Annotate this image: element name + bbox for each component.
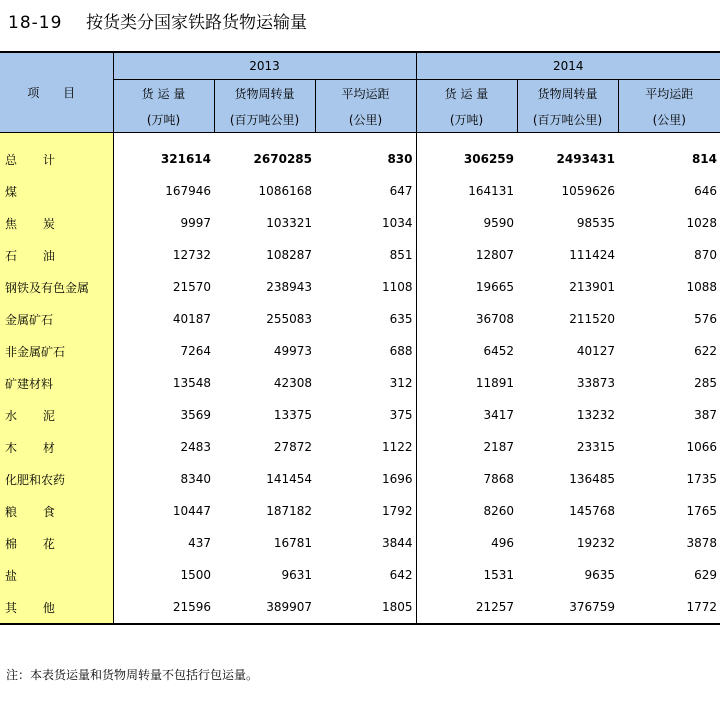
table-cell: 3417 [483, 408, 514, 422]
table-cell: 13375 [273, 408, 312, 422]
table-body [0, 133, 720, 625]
table-cell: 1805 [315, 591, 416, 624]
row-category: 粮 食 [0, 495, 113, 527]
table-cell: 1108 [315, 271, 416, 303]
table-cell: 145768 [569, 504, 615, 518]
row-category: 盐 [0, 559, 113, 591]
table-row [0, 431, 720, 463]
table-cell: 98535 [576, 216, 615, 230]
row-category: 焦 炭 [0, 207, 113, 239]
table-cell: 642 [315, 559, 416, 591]
table-row [0, 303, 720, 335]
row-category: 总 计 [0, 133, 113, 176]
table-row [0, 559, 720, 591]
table-row [0, 133, 720, 176]
table-cell: 21570 [172, 280, 211, 294]
table-cell: 7868 [483, 472, 514, 486]
table-row [0, 399, 720, 431]
table-cell: 851 [315, 239, 416, 271]
table-row [0, 271, 720, 303]
row-category: 水 泥 [0, 399, 113, 431]
table-row [0, 527, 720, 559]
col-header-distance: 平均运距 [315, 80, 416, 107]
table-cell: 1086168 [258, 184, 312, 198]
table-cell: 16781 [273, 536, 312, 550]
table-cell: 1772 [618, 591, 720, 624]
table-cell: 647 [315, 175, 416, 207]
row-category: 钢铁及有色金属 [0, 271, 113, 303]
table-cell: 12807 [475, 248, 514, 262]
table-cell: 635 [315, 303, 416, 335]
table-cell: 814 [691, 152, 718, 166]
table-cell: 2670285 [253, 152, 312, 166]
table-cell: 9997 [180, 216, 211, 230]
table-cell: 111424 [569, 248, 615, 262]
table-cell: 19232 [576, 536, 615, 550]
table-cell: 312 [315, 367, 416, 399]
table-header [0, 53, 720, 133]
col-header-volume: 货 运 量 [416, 80, 517, 107]
table-cell: 13232 [576, 408, 615, 422]
table-cell: 1059626 [561, 184, 615, 198]
col-header-volume: 货 运 量 [113, 80, 214, 107]
footnote: 注：本表货运量和货物周转量不包括行包运量。 [6, 668, 259, 682]
table-cell: 1531 [483, 568, 514, 582]
col-unit-volume: (万吨) [416, 106, 517, 133]
row-category: 石 油 [0, 239, 113, 271]
table-cell: 387 [694, 408, 718, 422]
row-category: 其 他 [0, 591, 113, 624]
table-cell: 1500 [180, 568, 211, 582]
page-title [8, 8, 307, 33]
table-cell: 6452 [483, 344, 514, 358]
table-cell: 27872 [273, 440, 312, 454]
table-cell: 108287 [266, 248, 312, 262]
table-number: 18-19 [8, 13, 63, 33]
table-cell: 211520 [569, 312, 615, 326]
table-title: 按货类分国家铁路货物运输量 [86, 13, 307, 33]
item-header: 项 目 [0, 53, 113, 133]
table-cell: 1088 [686, 280, 718, 294]
table-cell: 2187 [483, 440, 514, 454]
table-cell: 688 [315, 335, 416, 367]
row-category: 煤 [0, 175, 113, 207]
table-cell: 167946 [165, 184, 211, 198]
table-cell: 33873 [576, 376, 615, 390]
table-cell: 255083 [266, 312, 312, 326]
col-unit-distance: (公里) [618, 106, 720, 133]
row-category: 木 材 [0, 431, 113, 463]
col-header-turnover: 货物周转量 [517, 80, 618, 107]
col-unit-volume: (万吨) [113, 106, 214, 133]
table-cell: 1034 [315, 207, 416, 239]
table-cell: 437 [188, 536, 211, 550]
table-cell: 389907 [214, 591, 315, 624]
table-cell: 1792 [315, 495, 416, 527]
table-cell: 2493431 [556, 152, 615, 166]
table-cell: 141454 [266, 472, 312, 486]
table-cell: 21257 [416, 591, 517, 624]
table-cell: 9631 [281, 568, 312, 582]
table-cell: 42308 [273, 376, 312, 390]
col-unit-turnover: (百万吨公里) [517, 106, 618, 133]
table-cell: 1122 [315, 431, 416, 463]
table-cell: 21596 [113, 591, 214, 624]
table-cell: 7264 [180, 344, 211, 358]
table-cell: 285 [694, 376, 718, 390]
table-row [0, 463, 720, 495]
table-cell: 8340 [180, 472, 211, 486]
table-cell: 136485 [569, 472, 615, 486]
table-cell: 12732 [172, 248, 211, 262]
table-cell: 1066 [686, 440, 718, 454]
table-cell: 103321 [266, 216, 312, 230]
table-cell: 164131 [468, 184, 514, 198]
table-cell: 13548 [172, 376, 211, 390]
table-cell: 23315 [576, 440, 615, 454]
row-category: 矿建材料 [0, 367, 113, 399]
col-unit-distance: (公里) [315, 106, 416, 133]
table-row [0, 367, 720, 399]
table-cell: 10447 [172, 504, 211, 518]
table-cell: 9635 [584, 568, 615, 582]
table-cell: 19665 [475, 280, 514, 294]
row-category: 金属矿石 [0, 303, 113, 335]
table-cell: 375 [315, 399, 416, 431]
table-cell: 187182 [266, 504, 312, 518]
table-row [0, 335, 720, 367]
table-cell: 496 [491, 536, 514, 550]
table-cell: 576 [694, 312, 718, 326]
row-category: 非金属矿石 [0, 335, 113, 367]
table-cell: 2483 [180, 440, 211, 454]
table-cell: 36708 [475, 312, 514, 326]
row-category: 化肥和农药 [0, 463, 113, 495]
table-cell: 376759 [517, 591, 618, 624]
table-row [0, 495, 720, 527]
table-row [0, 175, 720, 207]
table-cell: 3569 [180, 408, 211, 422]
table-cell: 870 [694, 248, 718, 262]
table-cell: 49973 [273, 344, 312, 358]
table-cell: 9590 [483, 216, 514, 230]
year-header-2013: 2013 [113, 53, 416, 80]
table-cell: 40127 [576, 344, 615, 358]
col-header-distance: 平均运距 [618, 80, 720, 107]
year-header-2014: 2014 [416, 53, 720, 80]
table-cell: 40187 [172, 312, 211, 326]
col-unit-turnover: (百万吨公里) [214, 106, 315, 133]
table-row [0, 207, 720, 239]
table-cell: 646 [694, 184, 718, 198]
row-category: 棉 花 [0, 527, 113, 559]
table-row [0, 239, 720, 271]
table-cell: 8260 [483, 504, 514, 518]
table-cell: 11891 [475, 376, 514, 390]
table-cell: 3844 [315, 527, 416, 559]
table-cell: 321614 [160, 152, 211, 166]
table-cell: 622 [694, 344, 718, 358]
table-cell: 629 [694, 568, 718, 582]
col-header-turnover: 货物周转量 [214, 80, 315, 107]
table-cell: 1735 [686, 472, 718, 486]
table-row [0, 591, 720, 624]
table-cell: 1696 [315, 463, 416, 495]
table-cell: 306259 [463, 152, 514, 166]
table-cell: 1765 [686, 504, 718, 518]
freight-table [0, 53, 720, 625]
table-cell: 3878 [686, 536, 718, 550]
table-cell: 830 [315, 133, 416, 176]
table-cell: 213901 [569, 280, 615, 294]
table-cell: 1028 [686, 216, 718, 230]
table-cell: 238943 [266, 280, 312, 294]
